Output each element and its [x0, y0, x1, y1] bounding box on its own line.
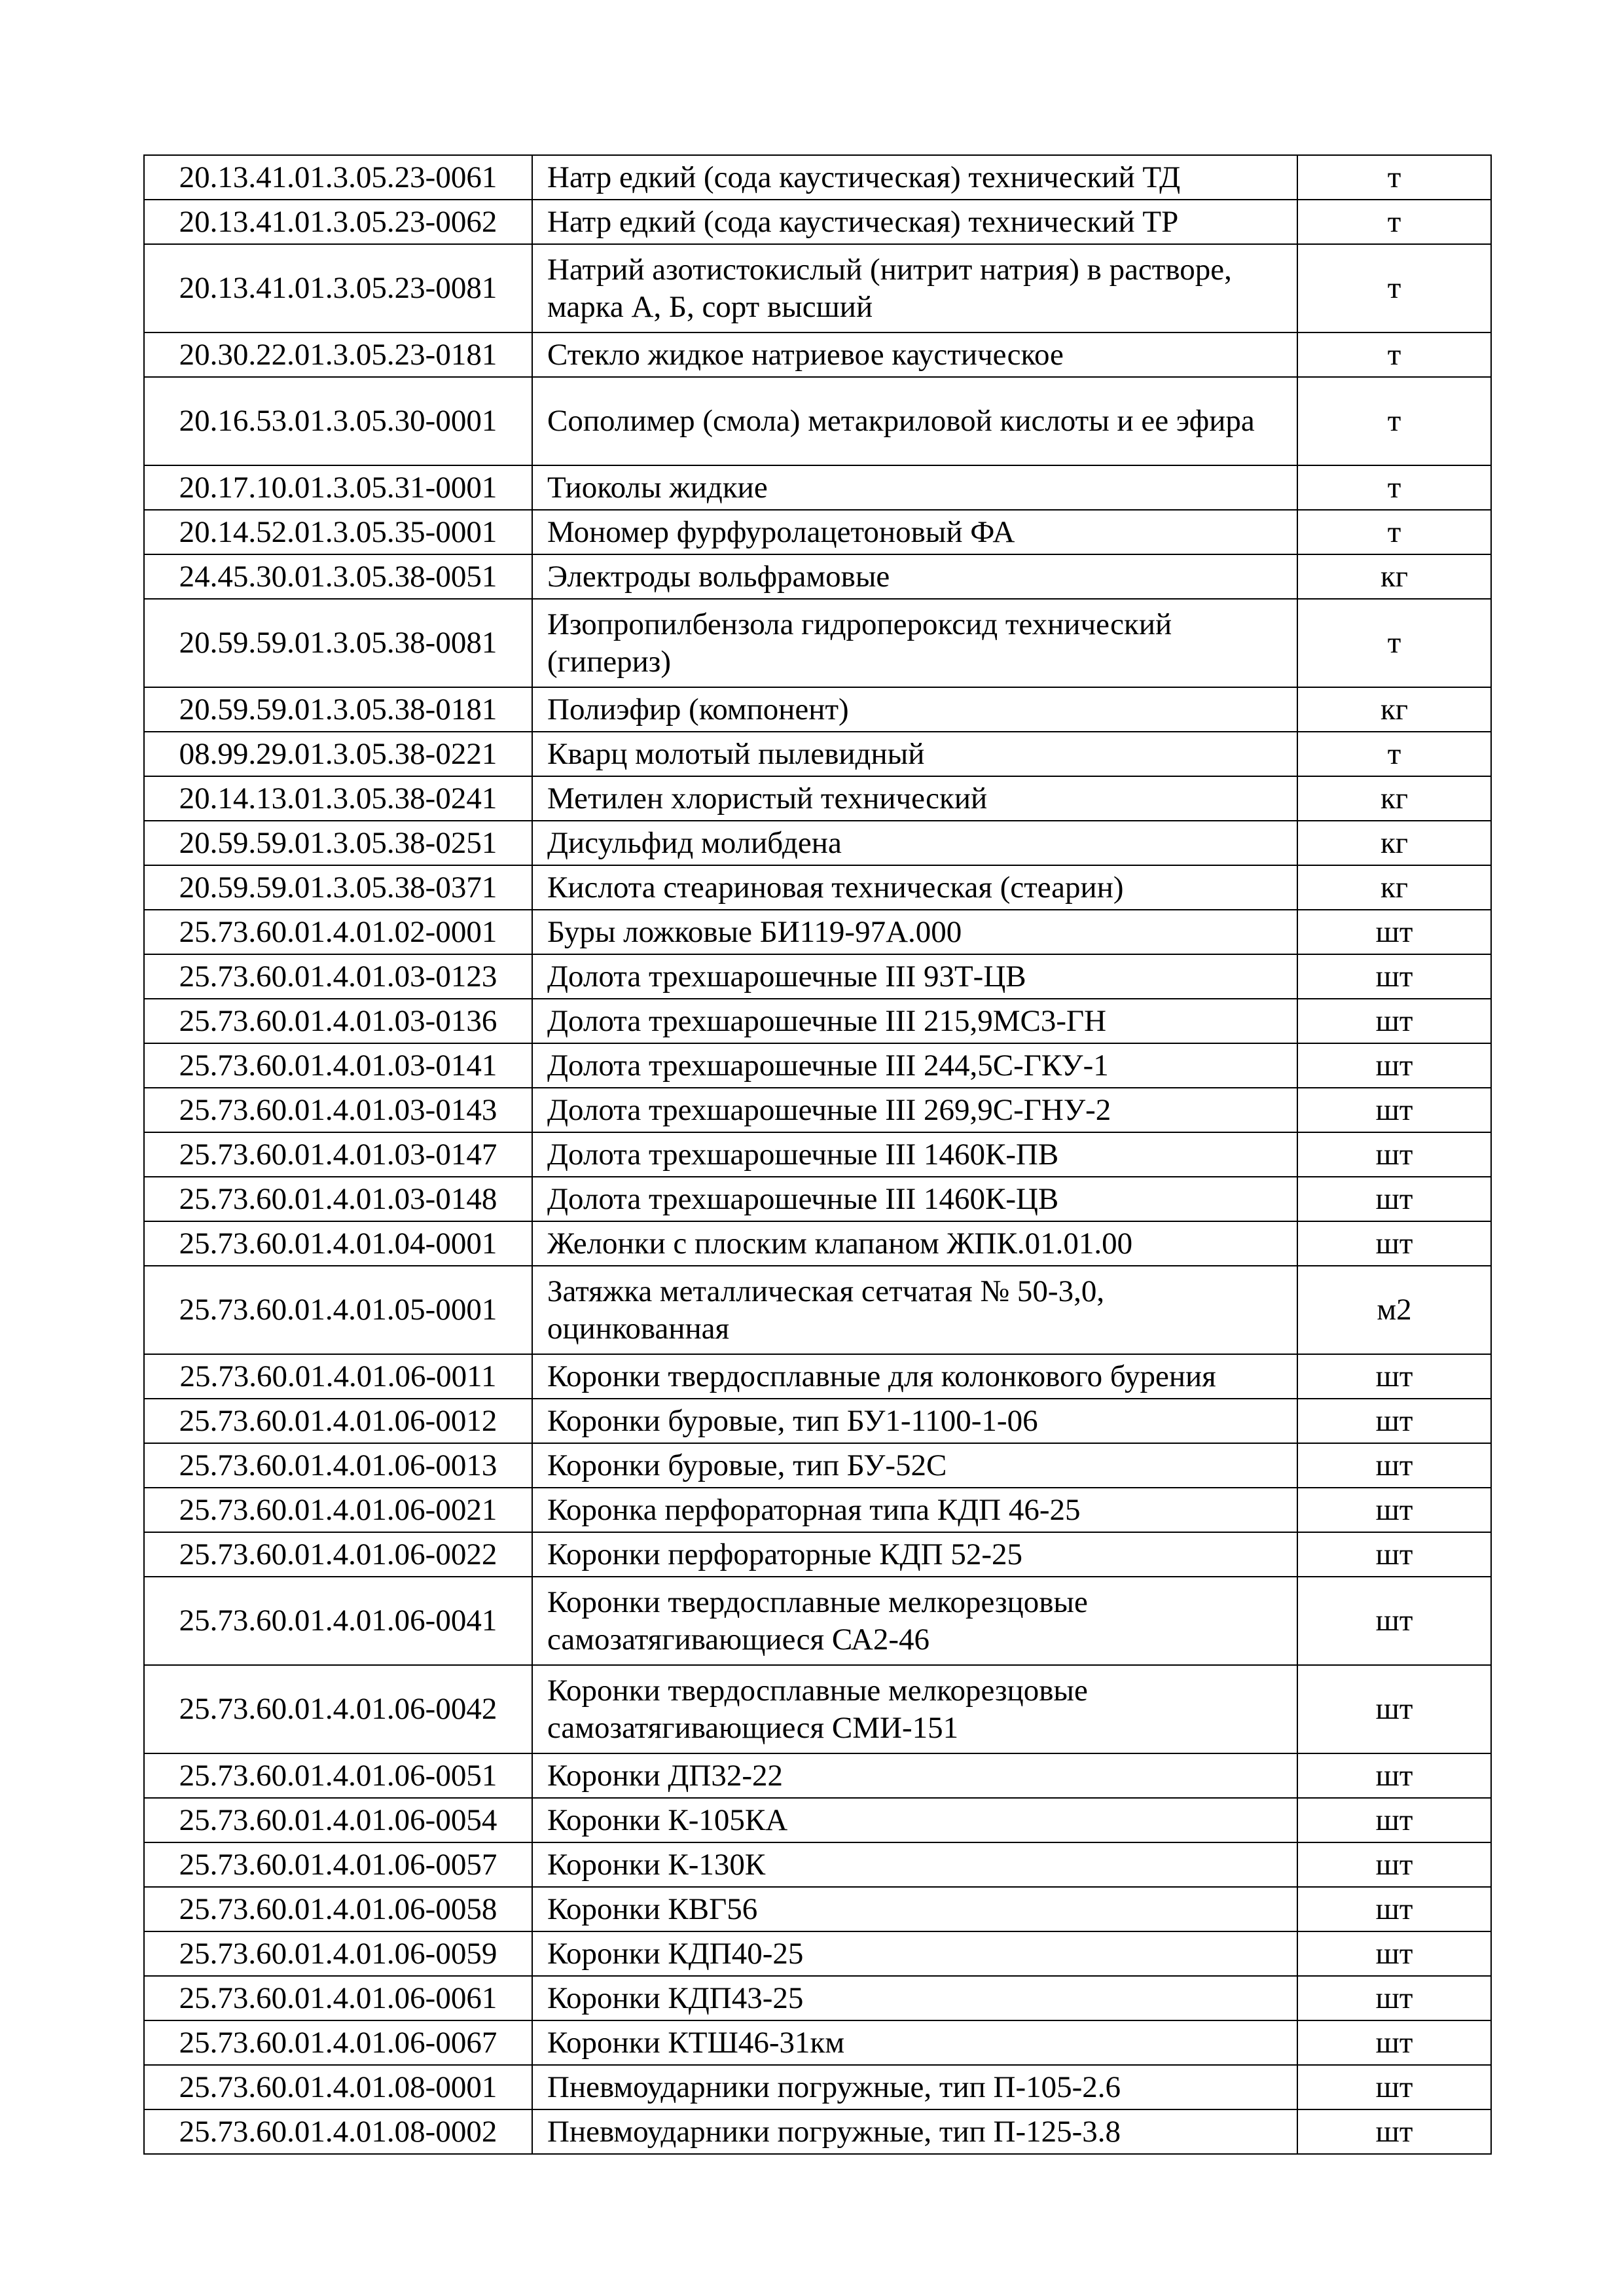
code-cell: 25.73.60.01.4.01.06-0022 — [144, 1532, 532, 1577]
code-cell: 08.99.29.01.3.05.38-0221 — [144, 732, 532, 776]
table-row — [144, 865, 1491, 910]
unit-cell: шт — [1297, 1665, 1491, 1753]
code-cell: 20.17.10.01.3.05.31-0001 — [144, 465, 532, 510]
unit-cell: шт — [1297, 1532, 1491, 1577]
unit-cell: т — [1297, 465, 1491, 510]
table-row — [144, 1976, 1491, 2020]
name-cell: Коронки твердосплавные мелкорезцовые самозатягивающиеся СА2-46 — [532, 1577, 1297, 1665]
code-cell: 25.73.60.01.4.01.03-0141 — [144, 1043, 532, 1088]
table-row — [144, 910, 1491, 954]
code-cell: 25.73.60.01.4.01.06-0061 — [144, 1976, 532, 2020]
name-cell: Мономер фурфуролацетоновый ФА — [532, 510, 1297, 554]
code-cell: 25.73.60.01.4.01.03-0143 — [144, 1088, 532, 1132]
table-row — [144, 1665, 1491, 1753]
code-cell: 20.59.59.01.3.05.38-0081 — [144, 599, 532, 687]
table-row — [144, 332, 1491, 377]
name-cell: Коронки буровые, тип БУ-52С — [532, 1443, 1297, 1488]
code-cell: 25.73.60.01.4.01.02-0001 — [144, 910, 532, 954]
code-cell: 25.73.60.01.4.01.03-0147 — [144, 1132, 532, 1177]
name-cell: Коронки твердосплавные мелкорезцовые самозатягивающиеся СМИ-151 — [532, 1665, 1297, 1753]
table-row — [144, 1798, 1491, 1842]
name-cell: Долота трехшарошечные III 93Т-ЦВ — [532, 954, 1297, 999]
unit-cell: кг — [1297, 865, 1491, 910]
name-cell: Натр едкий (сода каустическая) технический ТД — [532, 155, 1297, 200]
table-row — [144, 1842, 1491, 1887]
unit-cell: т — [1297, 244, 1491, 332]
document-page — [143, 154, 1490, 2155]
table-row — [144, 1354, 1491, 1399]
code-cell: 25.73.60.01.4.01.03-0136 — [144, 999, 532, 1043]
name-cell: Коронки КТШ46-31км — [532, 2020, 1297, 2065]
code-cell: 25.73.60.01.4.01.06-0013 — [144, 1443, 532, 1488]
code-cell: 20.13.41.01.3.05.23-0061 — [144, 155, 532, 200]
unit-cell: шт — [1297, 2020, 1491, 2065]
name-cell: Дисульфид молибдена — [532, 821, 1297, 865]
name-cell: Долота трехшарошечные III 1460К-ПВ — [532, 1132, 1297, 1177]
unit-cell: т — [1297, 732, 1491, 776]
name-cell: Долота трехшарошечные III 269,9С-ГНУ-2 — [532, 1088, 1297, 1132]
name-cell: Коронки ДП32-22 — [532, 1753, 1297, 1798]
code-cell: 25.73.60.01.4.01.06-0054 — [144, 1798, 532, 1842]
code-cell: 25.73.60.01.4.01.03-0148 — [144, 1177, 532, 1221]
name-cell: Долота трехшарошечные III 244,5С-ГКУ-1 — [532, 1043, 1297, 1088]
name-cell: Пневмоударники погружные, тип П-125-3.8 — [532, 2109, 1297, 2154]
unit-cell: т — [1297, 332, 1491, 377]
name-cell: Тиоколы жидкие — [532, 465, 1297, 510]
table-row — [144, 1266, 1491, 1354]
unit-cell: кг — [1297, 687, 1491, 732]
code-cell: 20.30.22.01.3.05.23-0181 — [144, 332, 532, 377]
unit-cell: шт — [1297, 1354, 1491, 1399]
table-row — [144, 2109, 1491, 2154]
name-cell: Изопропилбензола гидропероксид технический (гипериз) — [532, 599, 1297, 687]
code-cell: 25.73.60.01.4.01.06-0067 — [144, 2020, 532, 2065]
table-row — [144, 1577, 1491, 1665]
code-cell: 25.73.60.01.4.01.06-0059 — [144, 1931, 532, 1976]
name-cell: Долота трехшарошечные III 215,9МС3-ГН — [532, 999, 1297, 1043]
unit-cell: шт — [1297, 1399, 1491, 1443]
table-row — [144, 1088, 1491, 1132]
name-cell: Коронки КДП43-25 — [532, 1976, 1297, 2020]
unit-cell: т — [1297, 200, 1491, 244]
table-row — [144, 1221, 1491, 1266]
code-cell: 25.73.60.01.4.01.06-0021 — [144, 1488, 532, 1532]
code-cell: 25.73.60.01.4.01.04-0001 — [144, 1221, 532, 1266]
unit-cell: т — [1297, 599, 1491, 687]
name-cell: Коронка перфораторная типа КДП 46-25 — [532, 1488, 1297, 1532]
table-row — [144, 1753, 1491, 1798]
name-cell: Коронки перфораторные КДП 52-25 — [532, 1532, 1297, 1577]
table-row — [144, 465, 1491, 510]
code-cell: 25.73.60.01.4.01.06-0012 — [144, 1399, 532, 1443]
unit-cell: т — [1297, 377, 1491, 465]
unit-cell: шт — [1297, 1842, 1491, 1887]
name-cell: Коронки твердосплавные для колонкового бурения — [532, 1354, 1297, 1399]
table-row — [144, 554, 1491, 599]
table-row — [144, 155, 1491, 200]
name-cell: Коронки К-130К — [532, 1842, 1297, 1887]
name-cell: Сополимер (смола) метакриловой кислоты и ее эфира — [532, 377, 1297, 465]
code-cell: 20.14.13.01.3.05.38-0241 — [144, 776, 532, 821]
code-cell: 25.73.60.01.4.01.05-0001 — [144, 1266, 532, 1354]
table-row — [144, 1132, 1491, 1177]
table-row — [144, 1043, 1491, 1088]
table-row — [144, 1177, 1491, 1221]
unit-cell: шт — [1297, 999, 1491, 1043]
code-cell: 20.13.41.01.3.05.23-0062 — [144, 200, 532, 244]
name-cell: Стекло жидкое натриевое каустическое — [532, 332, 1297, 377]
unit-cell: шт — [1297, 1931, 1491, 1976]
unit-cell: кг — [1297, 554, 1491, 599]
code-cell: 20.59.59.01.3.05.38-0251 — [144, 821, 532, 865]
code-cell: 20.16.53.01.3.05.30-0001 — [144, 377, 532, 465]
code-cell: 25.73.60.01.4.01.06-0041 — [144, 1577, 532, 1665]
name-cell: Желонки с плоским клапаном ЖПК.01.01.00 — [532, 1221, 1297, 1266]
name-cell: Коронки КДП40-25 — [532, 1931, 1297, 1976]
table-body — [144, 155, 1491, 2154]
code-cell: 25.73.60.01.4.01.08-0001 — [144, 2065, 532, 2109]
name-cell: Буры ложковые БИ119-97А.000 — [532, 910, 1297, 954]
table-row — [144, 2020, 1491, 2065]
code-cell: 20.13.41.01.3.05.23-0081 — [144, 244, 532, 332]
name-cell: Кислота стеариновая техническая (стеарин) — [532, 865, 1297, 910]
unit-cell: шт — [1297, 1798, 1491, 1842]
table-row — [144, 2065, 1491, 2109]
unit-cell: шт — [1297, 954, 1491, 999]
code-cell: 20.59.59.01.3.05.38-0371 — [144, 865, 532, 910]
table-row — [144, 821, 1491, 865]
unit-cell: шт — [1297, 1132, 1491, 1177]
code-cell: 25.73.60.01.4.01.06-0042 — [144, 1665, 532, 1753]
unit-cell: шт — [1297, 1488, 1491, 1532]
unit-cell: т — [1297, 510, 1491, 554]
table-row — [144, 687, 1491, 732]
code-cell: 20.59.59.01.3.05.38-0181 — [144, 687, 532, 732]
code-cell: 25.73.60.01.4.01.06-0011 — [144, 1354, 532, 1399]
unit-cell: шт — [1297, 910, 1491, 954]
name-cell: Коронки К-105КА — [532, 1798, 1297, 1842]
unit-cell: кг — [1297, 821, 1491, 865]
name-cell: Кварц молотый пылевидный — [532, 732, 1297, 776]
name-cell: Долота трехшарошечные III 1460К-ЦВ — [532, 1177, 1297, 1221]
table-row — [144, 510, 1491, 554]
name-cell: Электроды вольфрамовые — [532, 554, 1297, 599]
code-cell: 25.73.60.01.4.01.06-0058 — [144, 1887, 532, 1931]
unit-cell: т — [1297, 155, 1491, 200]
unit-cell: шт — [1297, 1221, 1491, 1266]
unit-cell: шт — [1297, 1753, 1491, 1798]
unit-cell: шт — [1297, 1887, 1491, 1931]
name-cell: Натр едкий (сода каустическая) технический ТР — [532, 200, 1297, 244]
name-cell: Натрий азотистокислый (нитрит натрия) в растворе, марка А, Б, сорт высший — [532, 244, 1297, 332]
table-row — [144, 377, 1491, 465]
name-cell: Полиэфир (компонент) — [532, 687, 1297, 732]
table-row — [144, 1532, 1491, 1577]
code-cell: 25.73.60.01.4.01.03-0123 — [144, 954, 532, 999]
unit-cell: кг — [1297, 776, 1491, 821]
table-row — [144, 1443, 1491, 1488]
table-row — [144, 1399, 1491, 1443]
unit-cell: шт — [1297, 2065, 1491, 2109]
table-row — [144, 1887, 1491, 1931]
code-cell: 24.45.30.01.3.05.38-0051 — [144, 554, 532, 599]
table-row — [144, 732, 1491, 776]
unit-cell: шт — [1297, 1043, 1491, 1088]
unit-cell: м2 — [1297, 1266, 1491, 1354]
code-cell: 25.73.60.01.4.01.06-0057 — [144, 1842, 532, 1887]
unit-cell: шт — [1297, 1976, 1491, 2020]
table-row — [144, 776, 1491, 821]
unit-cell: шт — [1297, 2109, 1491, 2154]
unit-cell: шт — [1297, 1088, 1491, 1132]
table-row — [144, 599, 1491, 687]
table-row — [144, 999, 1491, 1043]
unit-cell: шт — [1297, 1577, 1491, 1665]
name-cell: Коронки КВГ56 — [532, 1887, 1297, 1931]
name-cell: Затяжка металлическая сетчатая № 50-3,0, оцинкованная — [532, 1266, 1297, 1354]
name-cell: Метилен хлористый технический — [532, 776, 1297, 821]
unit-cell: шт — [1297, 1177, 1491, 1221]
table-row — [144, 244, 1491, 332]
name-cell: Пневмоударники погружные, тип П-105-2.6 — [532, 2065, 1297, 2109]
code-cell: 25.73.60.01.4.01.06-0051 — [144, 1753, 532, 1798]
table-row — [144, 200, 1491, 244]
code-cell: 25.73.60.01.4.01.08-0002 — [144, 2109, 532, 2154]
table-row — [144, 954, 1491, 999]
materials-table — [143, 154, 1492, 2155]
code-cell: 20.14.52.01.3.05.35-0001 — [144, 510, 532, 554]
name-cell: Коронки буровые, тип БУ1-1100-1-06 — [532, 1399, 1297, 1443]
unit-cell: шт — [1297, 1443, 1491, 1488]
table-row — [144, 1488, 1491, 1532]
table-row — [144, 1931, 1491, 1976]
